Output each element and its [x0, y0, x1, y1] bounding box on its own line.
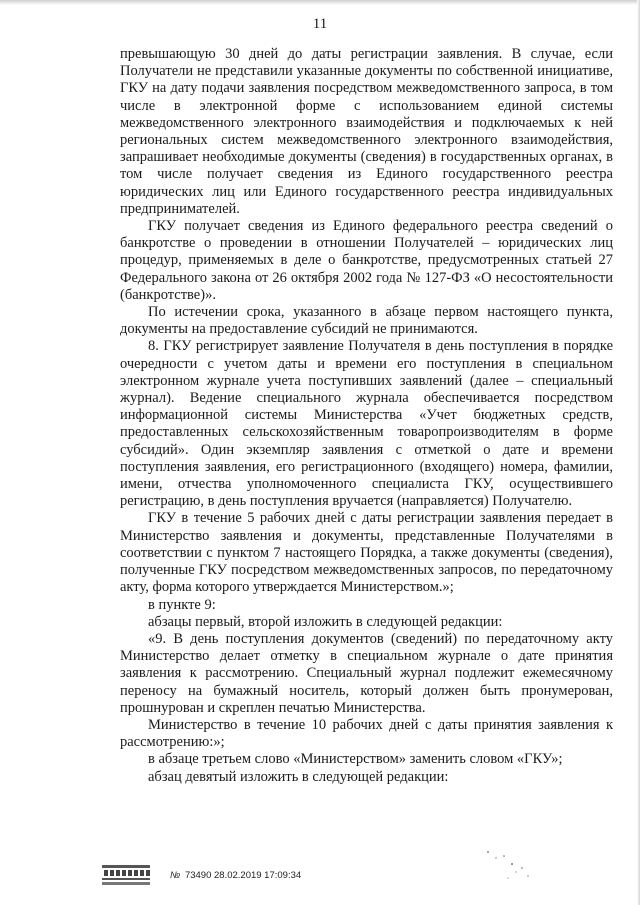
paragraph: в абзаце третьем слово «Министерством» заменить словом «ГКУ»;: [148, 751, 563, 768]
page-number: 11: [312, 16, 328, 32]
paragraph: ГКУ в течение 5 рабочих дней с даты регистрации заявления передает в Министерство заявления и документы, представленные Получателями в соответствии с пунктом 7 настоящего Порядка, а также документы (сведения), полученные ГКУ посредством межведомственных запросов, по передаточному акту, форма которого утверждается Министерством.»;: [120, 510, 613, 596]
registry-logo-icon: [100, 864, 152, 886]
paragraph: в пункте 9:: [148, 596, 216, 613]
number-sign: №: [170, 869, 181, 881]
paragraph: ГКУ получает сведения из Единого федерального реестра сведений о банкротстве о проведении в отношении Получателей – юридических лиц процедур, применяемых в деле о банкротстве, предусмотренных статьей 27 Федерального закона от 26 октября 2002 года № 127-ФЗ «О несостоятельности (банкротстве)».: [120, 218, 613, 303]
paragraph: превышающую 30 дней до даты регистрации заявления. В случае, если Получатели не представили указанные документы по собственной инициативе, ГКУ на дату подачи заявления посредством межведомственного запроса, в том числе в электронной форме с использованием единой системы межведомственного электронного взаимодействия и подключаемых к ней региональных систем межведомственного электронного взаимодействия, запрашивает необходимые документы (сведения) в государственных органах, в том числе получает сведения из Единого государственного реестра юридических лиц или Единого государственного реестра индивидуальных предпринимателей.: [120, 46, 613, 217]
paragraph: «9. В день поступления документов (сведений) по передаточному акту Министерство делает отметку в специальном журнале о дате принятия заявления к рассмотрению. Специальный журнал подлежит ежемесячному переносу на бумажный носитель, который должен быть пронумерован, прошнурован и скреплен печатью Министерства.: [120, 630, 613, 716]
registration-number-date: 73490 28.02.2019 17:09:34: [184, 869, 302, 881]
scan-specks: [482, 848, 542, 888]
paragraph: Министерство в течение 10 рабочих дней с даты принятия заявления к рассмотрению:»;: [120, 716, 613, 751]
paragraph: 8. ГКУ регистрирует заявление Получателя в день поступления в порядке очередности с учетом даты и времени его поступления в специальном электронном журнале учета поступивших заявлений (далее – специальный журнал). Ведение специального журнала обеспечивается посредством информационной системы Министерства «Учет бюджетных средств, предоставленных сельскохозяйственным товаропроизводителям в форме субсидий». Один экземпляр заявления с отметкой о дате и времени поступления заявления, его регистрационного (входящего) номера, фамилии, имени, отчества уполномоченного специалиста ГКУ, осуществившего регистрацию, в день поступления вручается (направляется) Получателю.: [120, 338, 613, 510]
paragraph: абзац девятый изложить в следующей редакции:: [148, 768, 449, 785]
registration-stamp: [170, 870, 301, 881]
document-body: [120, 46, 613, 786]
footer: [100, 863, 301, 887]
paragraph: По истечении срока, указанного в абзаце первом настоящего пункта, документы на предоставление субсидий не принимаются.: [120, 304, 613, 338]
scan-edge-top: [0, 0, 640, 5]
paragraph: абзацы первый, второй изложить в следующей редакции:: [148, 613, 503, 630]
